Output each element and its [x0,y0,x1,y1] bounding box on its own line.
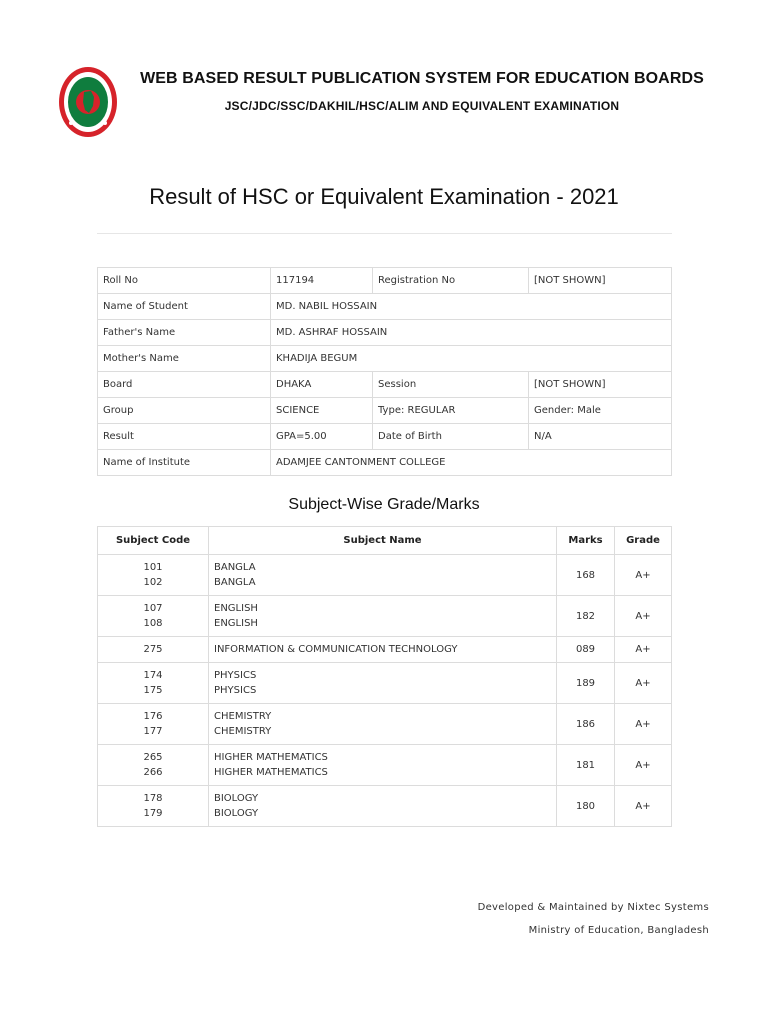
subject-name-line: HIGHER MATHEMATICS [214,767,328,778]
subject-marks: 186 [557,704,615,745]
subject-code-line: 107 [143,603,163,614]
subject-grade: A+ [615,704,672,745]
info-row-board [98,372,672,398]
subject-name: INFORMATION & COMMUNICATION TECHNOLOGY [209,637,557,663]
subject-code-line: 177 [143,726,163,737]
subject-code [98,704,209,745]
subject-code [98,663,209,704]
subject-code: 275 [98,637,209,663]
info-row-group [98,398,672,424]
session-value: [NOT SHOWN] [529,372,672,398]
board-value: DHAKA [271,372,373,398]
subject-marks: 089 [557,637,615,663]
table-row [98,555,672,596]
student-info-table [97,267,672,476]
subject-code-line: 175 [143,685,163,696]
subject-grade: A+ [615,745,672,786]
subject-code-line: 178 [143,793,163,804]
subject-name-line: HIGHER MATHEMATICS [214,752,328,763]
table-row [98,745,672,786]
subject-name-line: BANGLA [214,577,256,588]
government-emblem-logo [58,66,118,138]
table-row [98,637,672,663]
subject-code-line: 101 [143,562,163,573]
subject-code-header: Subject Code [98,527,209,555]
subject-code [98,555,209,596]
board-subtitle: JSC/JDC/SSC/DAKHIL/HSC/ALIM AND EQUIVALENT EXAMINATION [224,99,620,113]
subject-grade: A+ [615,637,672,663]
subject-name-line: BIOLOGY [214,793,259,804]
grades-table [97,526,672,827]
group-label: Group [98,398,271,424]
subject-code-line: 179 [143,808,163,819]
subject-marks: 182 [557,596,615,637]
subject-name-line: ENGLISH [214,603,258,614]
subject-name-header: Subject Name [209,527,557,555]
subject-code-line: 174 [143,670,163,681]
subject-grade: A+ [615,663,672,704]
info-row-mother [98,346,672,372]
subject-name-line: CHEMISTRY [214,711,272,722]
group-value: SCIENCE [271,398,373,424]
subject-name-line: BIOLOGY [214,808,259,819]
result-label: Result [98,424,271,450]
registration-label: Registration No [373,268,529,294]
info-row-name [98,294,672,320]
subject-code-line: 176 [143,711,163,722]
subject-code-line: 102 [143,577,163,588]
subject-marks: 180 [557,786,615,827]
footer-ministry: Ministry of Education, Bangladesh [528,925,709,936]
info-row-father [98,320,672,346]
subject-code [98,786,209,827]
roll-value: 117194 [271,268,373,294]
student-name-value: MD. NABIL HOSSAIN [271,294,672,320]
session-label: Session [373,372,529,398]
table-row [98,596,672,637]
subject-name [209,786,557,827]
type-value: Type: REGULAR [373,398,529,424]
gender-value: Gender: Male [529,398,672,424]
grade-header: Grade [615,527,672,555]
mother-name-value: KHADIJA BEGUM [271,346,672,372]
result-value: GPA=5.00 [271,424,373,450]
divider [97,233,672,234]
dob-value: N/A [529,424,672,450]
mother-name-label: Mother's Name [98,346,271,372]
institute-value: ADAMJEE CANTONMENT COLLEGE [271,450,672,476]
dob-label: Date of Birth [373,424,529,450]
subject-name [209,555,557,596]
father-name-label: Father's Name [98,320,271,346]
subject-grade: A+ [615,555,672,596]
subject-name [209,663,557,704]
subject-name [209,596,557,637]
grades-header-row [98,527,672,555]
info-row-result [98,424,672,450]
subject-code [98,745,209,786]
subject-grade: A+ [615,786,672,827]
page-header [0,0,768,150]
footer-developer: Developed & Maintained by Nixtec Systems [477,902,709,913]
subject-code [98,596,209,637]
subject-marks: 189 [557,663,615,704]
subject-code-line: 108 [143,618,163,629]
info-row-institute [98,450,672,476]
subject-code-line: 265 [143,752,163,763]
registration-value: [NOT SHOWN] [529,268,672,294]
subject-grade: A+ [615,596,672,637]
subject-code-line: 266 [143,767,163,778]
board-title: WEB BASED RESULT PUBLICATION SYSTEM FOR EDUCATION BOARDS [140,70,704,87]
subject-name [209,745,557,786]
father-name-value: MD. ASHRAF HOSSAIN [271,320,672,346]
subject-marks: 168 [557,555,615,596]
student-name-label: Name of Student [98,294,271,320]
table-row [98,786,672,827]
table-row [98,704,672,745]
subject-name-line: ENGLISH [214,618,258,629]
board-label: Board [98,372,271,398]
subject-name-line: PHYSICS [214,670,257,681]
table-row [98,663,672,704]
subject-marks: 181 [557,745,615,786]
grades-section-title: Subject-Wise Grade/Marks [288,496,480,513]
subject-name-line: CHEMISTRY [214,726,272,737]
subject-name-line: PHYSICS [214,685,257,696]
subject-name-line: BANGLA [214,562,256,573]
marks-header: Marks [557,527,615,555]
institute-label: Name of Institute [98,450,271,476]
roll-label: Roll No [98,268,271,294]
exam-title: Result of HSC or Equivalent Examination - 2021 [149,184,619,209]
subject-name [209,704,557,745]
info-row-roll [98,268,672,294]
